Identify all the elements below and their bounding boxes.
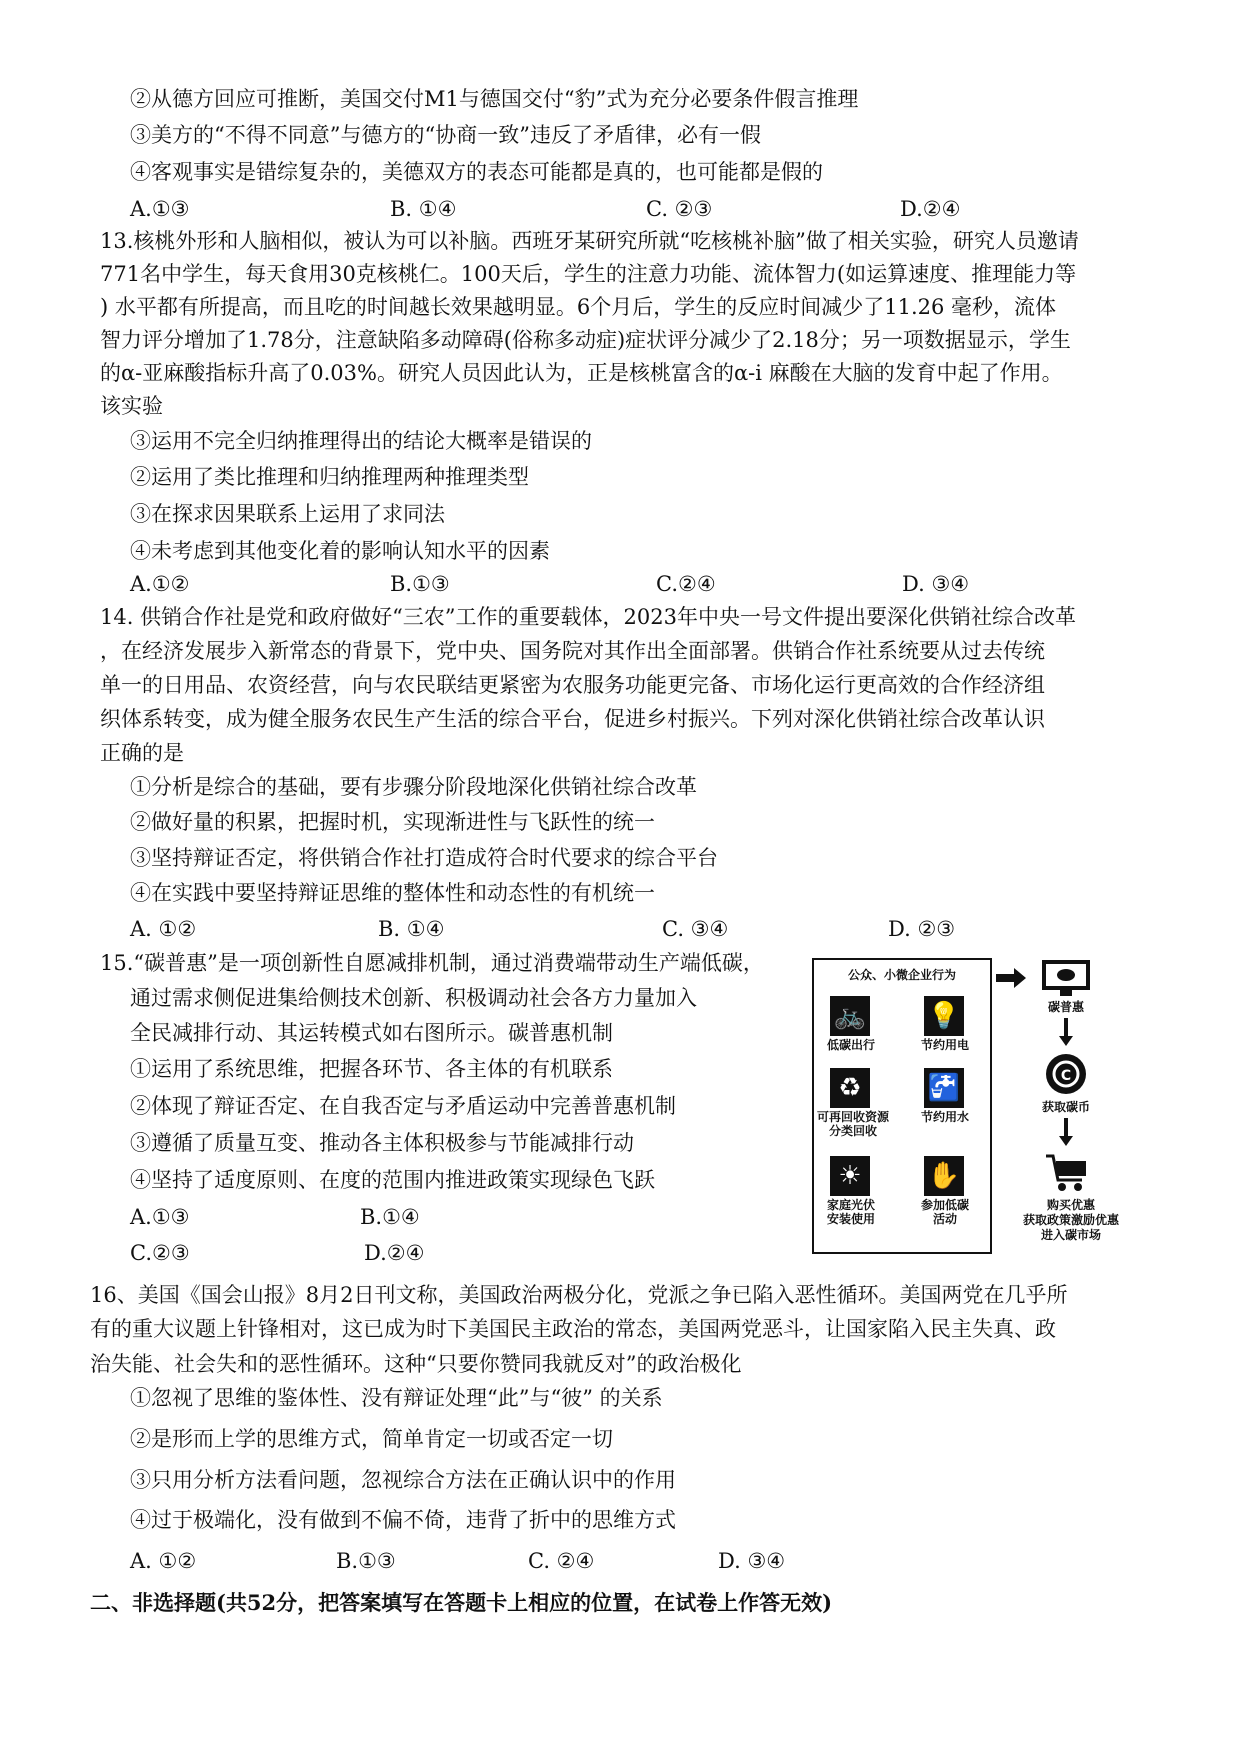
behavior-label-4: 节约用水 <box>920 1110 969 1124</box>
q14-item-3: ③坚持辩证否定，将供销合作社打造成符合时代要求的综合平台 <box>130 846 718 870</box>
coin-icon <box>1044 1052 1088 1096</box>
q16-option-c: C. ②④ <box>528 1549 595 1573</box>
q14-item-4: ④在实践中要坚持辩证思维的整体性和动态性的有机统一 <box>130 881 655 905</box>
q13-stem-line-5: 的α-亚麻酸指标升高了0.03%。研究人员因此认为，正是核桃富含的α-i 麻酸在大脑的发育中起了作用。 <box>100 361 1063 385</box>
q12-item-4: ④客观事实是错综复杂的，美德双方的表态可能都是真的，也可能都是假的 <box>130 160 823 184</box>
flow-label-1: 碳普惠 <box>1047 1000 1084 1014</box>
q12-item-2: ②从德方回应可推断，美国交付M1与德国交付“豹”式为充分必要条件假言推理 <box>130 87 859 111</box>
q13-stem-line-1: 13.核桃外形和人脑相似，被认为可以补脑。西班牙某研究所就“吃核桃补脑”做了相关实验，研究人员邀请 <box>100 229 1079 253</box>
q15-stem-line-2: 通过需求侧促进集给侧技术创新、积极调动社会各方力量加入 <box>130 986 697 1010</box>
svg-text:C: C <box>1060 1068 1072 1084</box>
q15-stem-line-3: 全民减排行动、其运转模式如右图所示。碳普惠机制 <box>130 1021 613 1045</box>
flow-label-2: 获取碳币 <box>1041 1100 1090 1114</box>
right-arrow-icon <box>992 966 1032 990</box>
hands-icon: ✋ <box>924 1156 964 1196</box>
q14-stem-line-1: 14. 供销合作社是党和政府做好“三农”工作的重要载体，2023年中央一号文件提出要深化供销社综合改革 <box>100 605 1076 629</box>
q13-option-d: D. ③④ <box>902 572 970 596</box>
down-arrow-icon <box>1058 1118 1074 1148</box>
q16-item-3: ③只用分析方法看问题，忽视综合方法在正确认识中的作用 <box>130 1468 676 1492</box>
q15-option-a: A.①③ <box>130 1205 190 1229</box>
q14-option-a: A. ①② <box>130 917 197 941</box>
q14-item-1: ①分析是综合的基础，要有步骤分阶段地深化供销社综合改革 <box>130 775 697 799</box>
q14-stem-line-2: ，在经济发展步入新常态的背景下，党中央、国务院对其作出全面部署。供销合作社系统要从过去传统 <box>100 639 1045 663</box>
monitor-leaf-icon <box>1040 958 1092 998</box>
q14-stem-line-5: 正确的是 <box>100 741 184 765</box>
behavior-label-6: 参加低碳 活动 <box>920 1198 969 1226</box>
solar-panel-icon: ☀ <box>830 1156 870 1196</box>
q15-option-b: B.①④ <box>360 1205 420 1229</box>
q12-option-d: D.②④ <box>900 197 961 221</box>
q16-option-d: D. ③④ <box>718 1549 786 1573</box>
q14-option-d: D. ②③ <box>888 917 956 941</box>
q13-item-3: ③在探求因果联系上运用了求同法 <box>130 502 445 526</box>
q14-item-2: ②做好量的积累，把握时机，实现渐进性与飞跃性的统一 <box>130 810 655 834</box>
bicycle-icon: 🚲 <box>830 996 870 1036</box>
q15-item-1: ①运用了系统思维，把握各环节、各主体的有机联系 <box>130 1057 613 1081</box>
q16-item-4: ④过于极端化，没有做到不偏不倚，违背了折中的思维方式 <box>130 1508 676 1532</box>
q13-item-4: ④未考虑到其他变化着的影响认知水平的因素 <box>130 539 550 563</box>
q16-option-b: B.①③ <box>336 1549 396 1573</box>
behavior-header: 公众、小微企业行为 <box>847 968 956 982</box>
q13-option-b: B.①③ <box>390 572 450 596</box>
q14-stem-line-3: 单一的日用品、农资经营，向与农民联结更紧密为农服务功能更完备、市场化运行更高效的合作经济组 <box>100 673 1045 697</box>
q12-option-b: B. ①④ <box>390 197 457 221</box>
behavior-label-2: 节约用电 <box>920 1038 969 1052</box>
q14-option-b: B. ①④ <box>378 917 445 941</box>
q12-option-c: C. ②③ <box>646 197 713 221</box>
q16-stem-line-3: 治失能、社会失和的恶性循环。这种“只要你赞同我就反对”的政治极化 <box>90 1352 742 1376</box>
q13-option-c: C.②④ <box>656 572 716 596</box>
q13-option-a: A.①② <box>130 572 190 596</box>
carbon-inclusion-diagram <box>812 958 1160 1258</box>
q16-item-1: ①忽视了思维的鉴体性、没有辩证处理“此”与“彼” 的关系 <box>130 1386 663 1410</box>
q15-stem-line-1: 15.“碳普惠”是一项创新性自愿减排机制，通过消费端带动生产端低碳， <box>100 951 764 975</box>
q16-stem-line-1: 16、美国《国会山报》8月2日刊文称，美国政治两极分化，党派之争已陷入恶性循环。美国两党在几乎所 <box>90 1283 1068 1307</box>
q16-stem-line-2: 有的重大议题上针锋相对，这已成为时下美国民主政治的常态，美国两党恶斗，让国家陷入民主失真、政 <box>90 1317 1056 1341</box>
behavior-label-3: 可再回收资源 分类回收 <box>816 1110 889 1138</box>
q12-option-a: A.①③ <box>130 197 190 221</box>
q13-item-1: ③运用不完全归纳推理得出的结论大概率是错误的 <box>130 429 592 453</box>
cart-icon <box>1044 1152 1090 1194</box>
faucet-icon: 🚰 <box>924 1068 964 1108</box>
q16-option-a: A. ①② <box>130 1549 197 1573</box>
q16-item-2: ②是形而上学的思维方式，简单肯定一切或否定一切 <box>130 1427 613 1451</box>
recycle-bin-icon: ♻ <box>830 1068 870 1108</box>
q15-option-c: C.②③ <box>130 1241 190 1265</box>
q14-stem-line-4: 织体系转变，成为健全服务农民生产生活的综合平台，促进乡村振兴。下列对深化供销社综合改革认识 <box>100 707 1045 731</box>
q15-item-4: ④坚持了适度原则、在度的范围内推进政策实现绿色飞跃 <box>130 1168 655 1192</box>
q13-stem-line-3: ) 水平都有所提高，而且吃的时间越长效果越明显。6个月后，学生的反应时间减少了11.26 毫秒，流体 <box>100 295 1057 319</box>
q13-item-2: ②运用了类比推理和归纳推理两种推理类型 <box>130 465 529 489</box>
q13-stem-line-6: 该实验 <box>100 394 163 418</box>
bulb-icon: 💡 <box>924 996 964 1036</box>
flow-label-3: 购买优惠 获取政策激励优惠 进入碳市场 <box>1022 1198 1119 1242</box>
behavior-label-1: 低碳出行 <box>826 1038 875 1052</box>
down-arrow-icon <box>1058 1018 1074 1048</box>
behavior-label-5: 家庭光伏 安装使用 <box>826 1198 875 1226</box>
q14-option-c: C. ③④ <box>662 917 729 941</box>
q15-option-d: D.②④ <box>364 1241 425 1265</box>
q13-stem-line-4: 智力评分增加了1.78分，注意缺陷多动障碍(俗称多动症)症状评分减少了2.18分；另一项数据显示，学生 <box>100 328 1071 352</box>
q12-item-3: ③美方的“不得不同意”与德方的“协商一致”违反了矛盾律，必有一假 <box>130 123 761 147</box>
q13-stem-line-2: 771名中学生，每天食用30克核桃仁。100天后，学生的注意力功能、流体智力(如运算速度、推理能力等 <box>100 262 1077 286</box>
section-2-heading: 二、非选择题(共52分，把答案填写在答题卡上相应的位置，在试卷上作答无效) <box>90 1590 833 1615</box>
q15-item-3: ③遵循了质量互变、推动各主体积极参与节能减排行动 <box>130 1131 634 1155</box>
q15-item-2: ②体现了辩证否定、在自我否定与矛盾运动中完善普惠机制 <box>130 1094 676 1118</box>
